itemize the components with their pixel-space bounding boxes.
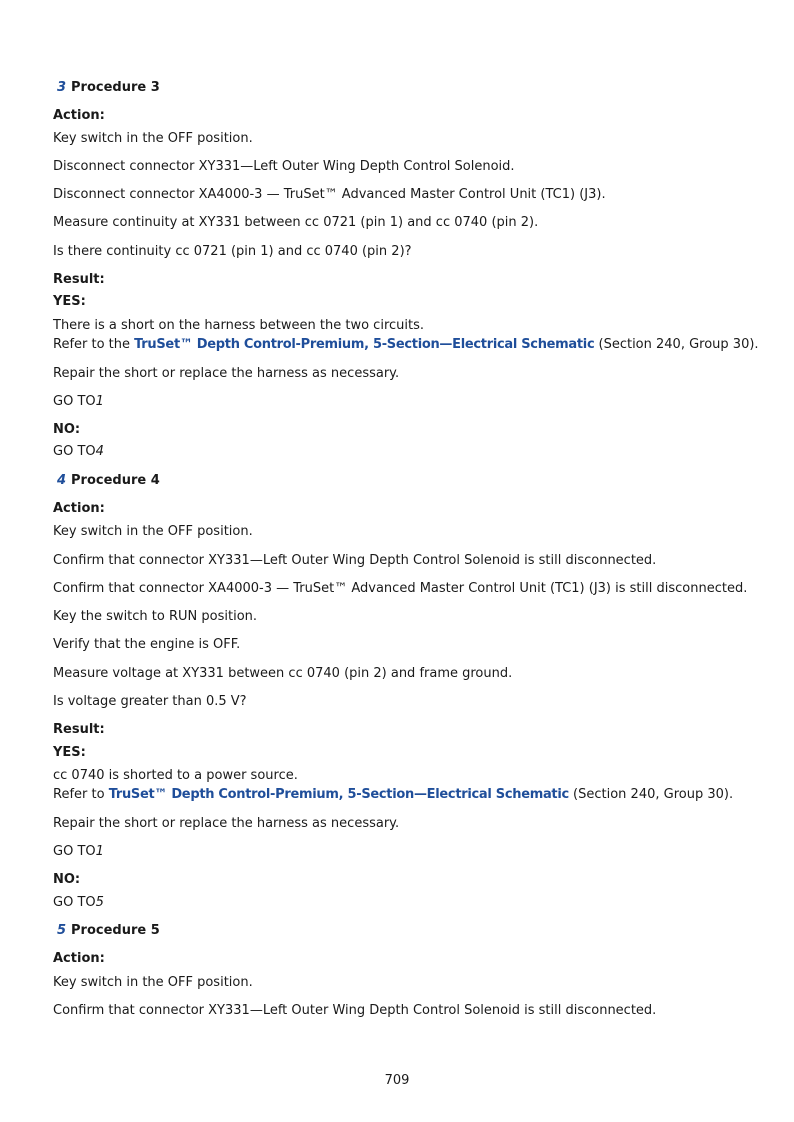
schematic-link[interactable]: TruSet™ Depth Control-Premium, 5-Section—Electrical Schematic [108, 787, 569, 802]
repair-text: Repair the short or replace the harness as necessary. [53, 816, 400, 831]
action-label: Action: [53, 951, 105, 966]
step: Disconnect connector XA4000-3 — TruSet™ Advanced Master Control Unit (TC1) (J3). [53, 187, 606, 202]
goto-prefix: GO TO [53, 444, 96, 459]
yes-label: YES: [53, 745, 86, 760]
step: Confirm that connector XY331—Left Outer Wing Depth Control Solenoid is still disconnected. [53, 1003, 657, 1018]
goto-prefix: GO TO [53, 895, 96, 910]
goto-no [53, 895, 104, 911]
refer-prefix: Refer to [53, 787, 109, 802]
goto-target-link[interactable]: 4 [95, 444, 104, 459]
step: Measure continuity at XY331 between cc 0721 (pin 1) and cc 0740 (pin 2). [53, 215, 539, 230]
procedure-4-title: Procedure 4 [71, 473, 160, 488]
step: Key switch in the OFF position. [53, 524, 253, 539]
step: Key switch in the OFF position. [53, 975, 253, 990]
refer-prefix: Refer to the [53, 337, 135, 352]
no-label: NO: [53, 872, 81, 887]
step: Confirm that connector XY331—Left Outer Wing Depth Control Solenoid is still disconnected. [53, 553, 657, 568]
step: Confirm that connector XA4000-3 — TruSet™ Advanced Master Control Unit (TC1) (J3) is still disconnected. [53, 581, 748, 596]
page-number: 709 [384, 1073, 410, 1088]
repair-text: Repair the short or replace the harness as necessary. [53, 366, 400, 381]
procedure-5-title: Procedure 5 [71, 923, 160, 938]
step: Measure voltage at XY331 between cc 0740 (pin 2) and frame ground. [53, 666, 513, 681]
procedure-5-number: 5 [57, 923, 67, 938]
step-question: Is voltage greater than 0.5 V? [53, 694, 247, 709]
procedure-4-number: 4 [57, 473, 67, 488]
yes-text: There is a short on the harness between the two circuits. [53, 318, 425, 333]
no-label: NO: [53, 422, 81, 437]
step: Verify that the engine is OFF. [53, 637, 241, 652]
result-label: Result: [53, 272, 105, 287]
result-label: Result: [53, 722, 105, 737]
step: Disconnect connector XY331—Left Outer Wing Depth Control Solenoid. [53, 159, 515, 174]
goto-target-link[interactable]: 1 [95, 394, 104, 409]
goto-target-link[interactable]: 5 [95, 895, 104, 910]
refer-line [53, 337, 759, 353]
yes-label: YES: [53, 294, 86, 309]
yes-text: cc 0740 is shorted to a power source. [53, 768, 298, 783]
step: Key switch in the OFF position. [53, 131, 253, 146]
procedure-3-number: 3 [57, 80, 67, 95]
goto-target-link[interactable]: 1 [95, 844, 104, 859]
action-label: Action: [53, 501, 105, 516]
goto-prefix: GO TO [53, 844, 96, 859]
goto-no [53, 444, 104, 460]
action-label: Action: [53, 108, 105, 123]
schematic-link[interactable]: TruSet™ Depth Control-Premium, 5-Section—Electrical Schematic [134, 337, 595, 352]
goto-yes [53, 844, 104, 860]
goto-prefix: GO TO [53, 394, 96, 409]
procedure-3-title: Procedure 3 [71, 80, 160, 95]
step: Key the switch to RUN position. [53, 609, 258, 624]
goto-yes [53, 394, 104, 410]
step-question: Is there continuity cc 0721 (pin 1) and cc 0740 (pin 2)? [53, 244, 412, 259]
refer-suffix: (Section 240, Group 30). [594, 337, 759, 352]
refer-line [53, 787, 733, 803]
refer-suffix: (Section 240, Group 30). [568, 787, 734, 802]
